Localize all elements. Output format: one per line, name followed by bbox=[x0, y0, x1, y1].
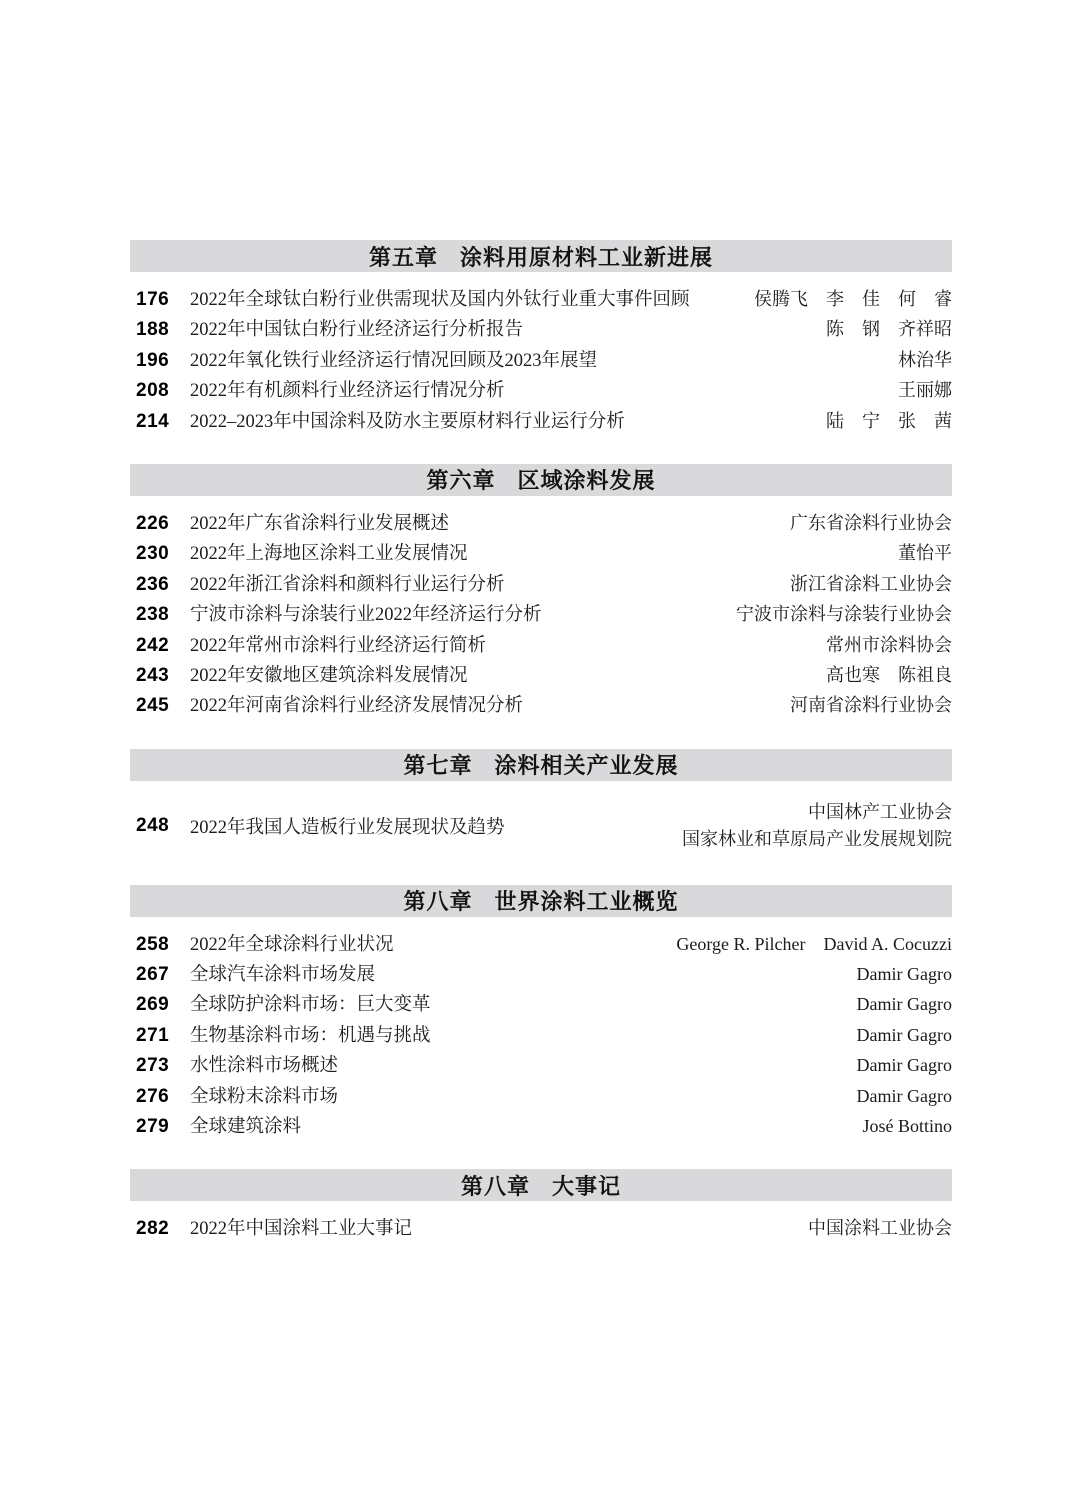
entry-authors bbox=[886, 540, 952, 567]
entry-authors bbox=[845, 991, 952, 1018]
chapter-title: 涂料相关产业发展 bbox=[494, 753, 679, 779]
chapter-entries bbox=[130, 1201, 952, 1244]
chapter-section bbox=[130, 240, 952, 437]
entry-title: 全球粉末涂料市场 bbox=[190, 1086, 339, 1107]
entry-authors bbox=[886, 377, 952, 404]
entry-page-number: 196 bbox=[136, 349, 170, 371]
chapter-header-bar bbox=[130, 749, 952, 781]
entry-page-number: 267 bbox=[136, 964, 170, 986]
chapter-header-bar bbox=[130, 240, 952, 272]
entry-title: 2022年我国人造板行业发展现状及趋势 bbox=[190, 817, 505, 838]
entry-author-line: 陈 钢 齐祥昭 bbox=[826, 319, 952, 340]
chapter-entries bbox=[130, 917, 952, 1143]
entry-page-number: 176 bbox=[136, 289, 170, 310]
toc-entry-row bbox=[130, 285, 952, 315]
entry-title: 全球建筑涂料 bbox=[190, 1117, 302, 1138]
entry-page-number: 214 bbox=[136, 410, 170, 432]
chapter-section bbox=[130, 1169, 952, 1244]
entry-author-line: Damir Gagro bbox=[856, 1055, 952, 1076]
entry-author-line: George R. Pilcher David A. Cocuzzi bbox=[676, 933, 952, 954]
entry-page-number: 282 bbox=[136, 1218, 170, 1240]
entry-title: 2022年全球钛白粉行业供需现状及国内外钛行业重大事件回顾 bbox=[190, 290, 690, 310]
toc-entry-row bbox=[130, 930, 952, 960]
toc-entry-row bbox=[130, 661, 952, 691]
entry-title: 2022–2023年中国涂料及防水主要原材料行业运行分析 bbox=[190, 411, 625, 432]
chapter-title: 区域涂料发展 bbox=[517, 468, 656, 494]
entry-authors bbox=[845, 1083, 952, 1110]
entry-authors bbox=[886, 347, 952, 374]
entry-authors bbox=[814, 662, 952, 689]
entry-page-number: 243 bbox=[136, 664, 170, 686]
entry-author-line: 高也寒 陈祖良 bbox=[826, 664, 952, 685]
chapter-number: 第八章 bbox=[403, 889, 473, 915]
entry-authors bbox=[742, 286, 952, 313]
entry-author-line: 宁波市涂料与涂装行业协会 bbox=[736, 604, 952, 625]
toc-entry-row bbox=[130, 960, 952, 990]
entry-author-line: Damir Gagro bbox=[856, 1024, 952, 1045]
entry-author-line: Damir Gagro bbox=[856, 1085, 952, 1106]
entry-title: 2022年安徽地区建筑涂料发展情况 bbox=[190, 665, 468, 686]
toc-entry-row bbox=[130, 691, 952, 721]
toc-entry-row bbox=[130, 631, 952, 661]
entry-authors bbox=[670, 799, 952, 853]
entry-page-number: 238 bbox=[136, 604, 170, 626]
entry-author-line: 中国林产工业协会 bbox=[808, 801, 952, 822]
toc-entry-row bbox=[130, 794, 952, 858]
entry-page-number: 248 bbox=[136, 814, 170, 836]
entry-page-number: 226 bbox=[136, 512, 170, 534]
entry-authors bbox=[778, 571, 952, 598]
entry-page-number: 258 bbox=[136, 933, 170, 955]
entry-authors bbox=[814, 316, 952, 343]
chapter-number: 第七章 bbox=[403, 753, 473, 779]
entry-title: 全球防护涂料市场：巨大变革 bbox=[190, 995, 431, 1016]
entry-page-number: 242 bbox=[136, 634, 170, 656]
entry-author-line: 广东省涂料行业协会 bbox=[790, 512, 952, 533]
entry-authors bbox=[814, 408, 952, 435]
entry-title: 2022年浙江省涂料和颜料行业运行分析 bbox=[190, 574, 505, 595]
entry-authors bbox=[724, 601, 952, 628]
entry-page-number: 273 bbox=[136, 1055, 170, 1077]
chapter-section bbox=[130, 749, 952, 858]
entry-page-number: 269 bbox=[136, 994, 170, 1016]
entry-title: 2022年中国钛白粉行业经济运行分析报告 bbox=[190, 320, 524, 341]
entry-author-line: 浙江省涂料工业协会 bbox=[790, 573, 952, 594]
toc-entry-row bbox=[130, 1051, 952, 1081]
entry-authors bbox=[778, 510, 952, 537]
chapter-entries bbox=[130, 496, 952, 722]
toc-entry-row bbox=[130, 509, 952, 539]
entry-title: 2022年常州市涂料行业经济运行简析 bbox=[190, 635, 487, 656]
entry-page-number: 188 bbox=[136, 319, 170, 341]
chapter-section bbox=[130, 464, 952, 722]
entry-title: 2022年有机颜料行业经济运行情况分析 bbox=[190, 381, 505, 402]
entry-author-line: Damir Gagro bbox=[856, 994, 952, 1015]
entry-title: 2022年河南省涂料行业经济发展情况分析 bbox=[190, 696, 524, 717]
toc-entry-row bbox=[130, 315, 952, 345]
toc-entry-row bbox=[130, 990, 952, 1020]
entry-authors bbox=[845, 1052, 952, 1079]
toc-entry-row bbox=[130, 570, 952, 600]
entry-page-number: 230 bbox=[136, 543, 170, 565]
toc-entry-row bbox=[130, 1214, 952, 1244]
entry-title: 2022年氧化铁行业经济运行情况回顾及2023年展望 bbox=[190, 350, 598, 371]
chapter-title: 世界涂料工业概览 bbox=[494, 889, 679, 915]
entry-author-line: 常州市涂料协会 bbox=[826, 634, 952, 655]
chapter-number: 第八章 bbox=[460, 1173, 530, 1199]
entry-title: 水性涂料市场概述 bbox=[190, 1056, 339, 1077]
entry-author-line: 中国涂料工业协会 bbox=[808, 1218, 952, 1239]
toc-entry-row bbox=[130, 600, 952, 630]
chapter-title: 大事记 bbox=[552, 1173, 622, 1199]
chapter-number: 第五章 bbox=[368, 244, 438, 270]
entry-authors bbox=[845, 1022, 952, 1049]
entry-authors bbox=[664, 931, 952, 958]
entry-author-line: 国家林业和草原局产业发展规划院 bbox=[682, 828, 952, 849]
entry-page-number: 236 bbox=[136, 573, 170, 595]
entry-author-line: 侯腾飞 李 佳 何 睿 bbox=[754, 289, 952, 309]
entry-title: 2022年全球涂料行业状况 bbox=[190, 934, 394, 955]
entry-author-line: José Bottino bbox=[862, 1116, 952, 1137]
entry-authors bbox=[850, 1113, 952, 1140]
entry-authors bbox=[845, 961, 952, 988]
chapter-header-bar bbox=[130, 464, 952, 496]
entry-title: 宁波市涂料与涂装行业2022年经济运行分析 bbox=[190, 605, 542, 626]
entry-title: 2022年广东省涂料行业发展概述 bbox=[190, 513, 450, 534]
entry-page-number: 208 bbox=[136, 380, 170, 402]
entry-author-line: 林治华 bbox=[898, 349, 952, 370]
chapter-entries bbox=[130, 272, 952, 437]
entry-authors bbox=[796, 1215, 952, 1242]
toc-entry-row bbox=[130, 346, 952, 376]
chapter-title: 涂料用原材料工业新进展 bbox=[460, 244, 714, 270]
entry-title: 2022年上海地区涂料工业发展情况 bbox=[190, 544, 468, 565]
entry-page-number: 276 bbox=[136, 1085, 170, 1107]
toc-entry-row bbox=[130, 376, 952, 406]
chapter-number: 第六章 bbox=[426, 468, 496, 494]
toc-entry-row bbox=[130, 1021, 952, 1051]
entry-title: 2022年中国涂料工业大事记 bbox=[190, 1219, 413, 1240]
chapter-header-bar bbox=[130, 1169, 952, 1201]
chapter-entries bbox=[130, 781, 952, 858]
toc-entry-row bbox=[130, 539, 952, 569]
entry-page-number: 279 bbox=[136, 1116, 170, 1138]
toc-content bbox=[130, 240, 952, 1245]
entry-author-line: 王丽娜 bbox=[898, 380, 952, 401]
toc-entry-row bbox=[130, 1082, 952, 1112]
entry-author-line: 董怡平 bbox=[898, 543, 952, 564]
toc-entry-row bbox=[130, 1112, 952, 1142]
entry-page-number: 245 bbox=[136, 695, 170, 717]
chapter-section bbox=[130, 885, 952, 1143]
entry-authors bbox=[814, 632, 952, 659]
entry-author-line: 河南省涂料行业协会 bbox=[790, 695, 952, 716]
entry-page-number: 271 bbox=[136, 1024, 170, 1046]
entry-authors bbox=[778, 692, 952, 719]
entry-author-line: 陆 宁 张 茜 bbox=[826, 410, 952, 431]
entry-title: 生物基涂料市场：机遇与挑战 bbox=[190, 1025, 431, 1046]
entry-title: 全球汽车涂料市场发展 bbox=[190, 965, 376, 986]
chapter-header-bar bbox=[130, 885, 952, 917]
entry-author-line: Damir Gagro bbox=[856, 964, 952, 985]
toc-entry-row bbox=[130, 407, 952, 437]
